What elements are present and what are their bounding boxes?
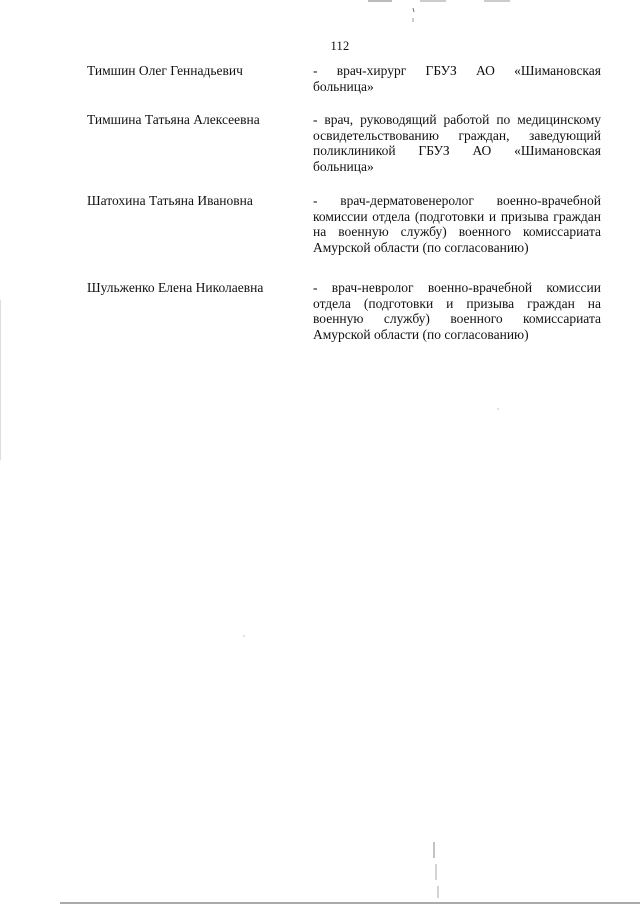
- person-position: - врач-хирург ГБУЗ АО «Шимановская больница»: [313, 63, 601, 94]
- page-number: 112: [330, 39, 350, 53]
- person-name: Тимшин Олег Геннадьевич: [87, 63, 243, 78]
- person-position: - врач-невролог военно-врачебной комиссии отдела (подготовки и призыва граждан на военную службу) военного комиссариата Амурской области (по согласованию): [313, 280, 601, 342]
- person-name: Шатохина Татьяна Ивановна: [87, 193, 253, 208]
- person-position: - врач, руководящий работой по медицинскому освидетельствованию граждан, заведующий поликлиникой ГБУЗ АО «Шимановская больница»: [313, 112, 601, 174]
- person-name: Тимшина Татьяна Алексеевна: [87, 112, 260, 127]
- person-position: - врач-дерматовенеролог военно-врачебной комиссии отдела (подготовки и призыва граждан на военную службу) военного комиссариата Амурской области (по согласованию): [313, 193, 601, 255]
- person-name: Шульженко Елена Николаевна: [87, 280, 264, 295]
